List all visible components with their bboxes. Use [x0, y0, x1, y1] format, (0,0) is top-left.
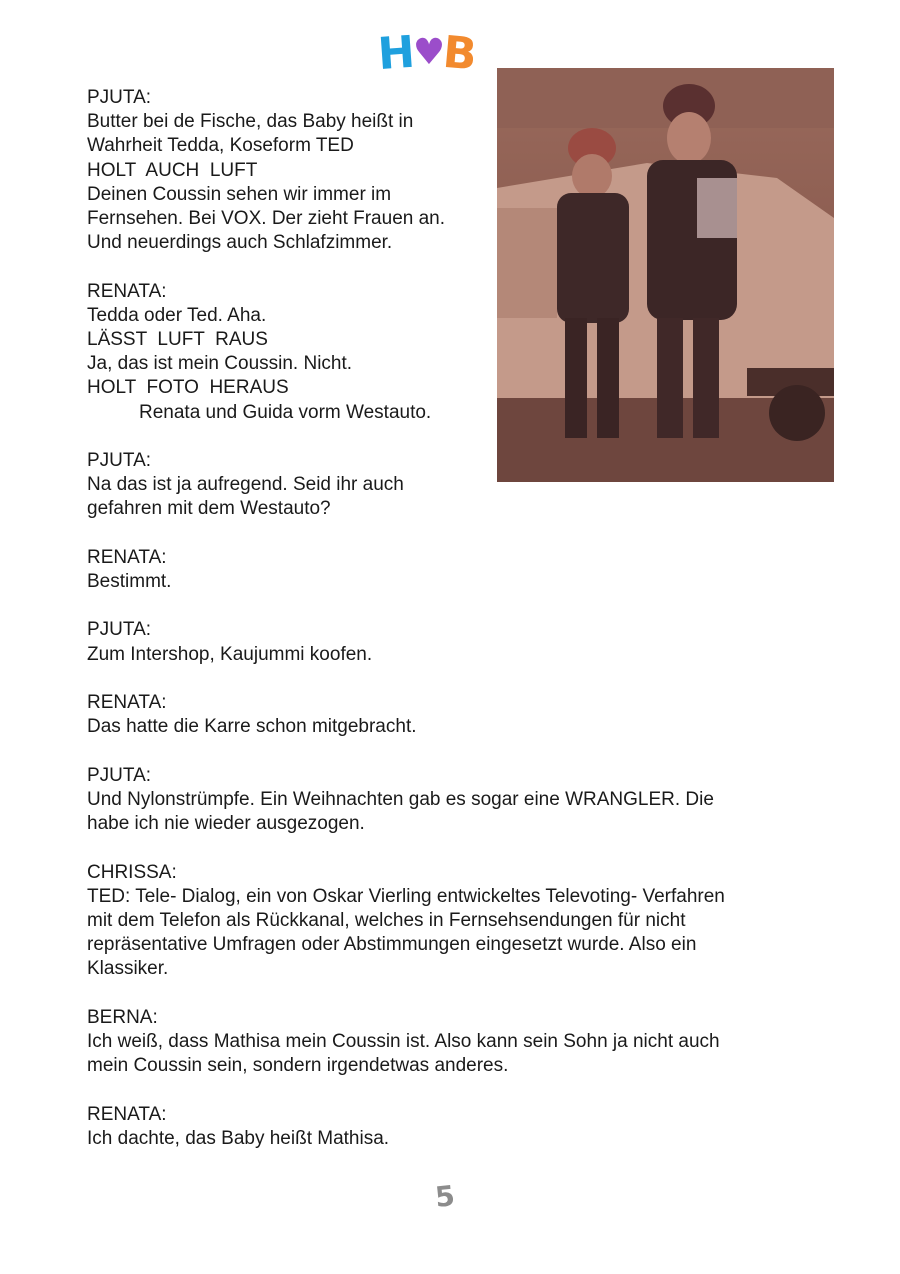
dialogue-line: mein Coussin sein, sondern irgendetwas anderes. — [87, 1055, 509, 1077]
speaker-label: CHRISSA: — [87, 861, 177, 883]
dialogue-line: habe ich nie wieder ausgezogen. — [87, 813, 365, 835]
speaker-label: RENATA: — [87, 546, 167, 568]
dialogue-line: Und Nylonstrümpfe. Ein Weihnachten gab es sogar eine WRANGLER. Die — [87, 788, 714, 810]
dialogue-line: TED: Tele- Dialog, ein von Oskar Vierling entwickeltes Televoting- Verfahren — [87, 885, 725, 907]
dialogue-line: Und neuerdings auch Schlafzimmer. — [87, 232, 393, 254]
dialogue-line: Fernsehen. Bei VOX. Der zieht Frauen an. — [87, 208, 446, 230]
speaker-label: PJUTA: — [87, 764, 152, 786]
dialogue-line: Wahrheit Tedda, Koseform TED — [87, 135, 354, 157]
dialogue-line: Klassiker. — [87, 958, 169, 980]
heart-icon: ♥ — [412, 32, 442, 73]
blank-line — [87, 982, 827, 1006]
dialogue-line: mit dem Telefon als Rückkanal, welches in Fernsehsendungen für nicht — [87, 909, 686, 931]
speaker-label: RENATA: — [87, 1103, 167, 1125]
blank-line — [87, 739, 827, 763]
dialogue-line: Butter bei de Fische, das Baby heißt in — [87, 111, 414, 133]
stage-direction: LÄSST LUFT RAUS — [87, 329, 268, 351]
dialogue-line: Deinen Coussin sehen wir immer im — [87, 183, 392, 205]
blank-line — [87, 1078, 827, 1102]
dialogue-line: repräsentative Umfragen oder Abstimmungen eingesetzt wurde. Also ein — [87, 934, 697, 956]
stage-direction: HOLT AUCH LUFT — [87, 159, 258, 181]
blank-line — [87, 425, 827, 449]
blank-line — [87, 667, 827, 691]
blank-line — [87, 594, 827, 618]
hvb-logo — [376, 26, 475, 81]
dialogue-line: gefahren mit dem Westauto? — [87, 498, 331, 520]
speaker-label: RENATA: — [87, 280, 167, 302]
speaker-label: PJUTA: — [87, 619, 152, 641]
dialogue-line: Zum Intershop, Kaujummi koofen. — [87, 643, 373, 665]
dialogue-line: Ich dachte, das Baby heißt Mathisa. — [87, 1127, 390, 1149]
dialogue-line: Ja, das ist mein Coussin. Nicht. — [87, 353, 353, 375]
speaker-label: BERNA: — [87, 1006, 158, 1028]
speaker-label: RENATA: — [87, 692, 167, 714]
dialogue-line: Das hatte die Karre schon mitgebracht. — [87, 716, 417, 738]
blank-line — [87, 255, 827, 279]
speaker-label: PJUTA: — [87, 87, 152, 108]
logo-letter-h: H — [376, 26, 413, 81]
photo-caption: Renata und Guida vorm Westauto. — [139, 401, 432, 423]
dialogue-line: Ich weiß, dass Mathisa mein Coussin ist. Also kann sein Sohn ja nicht auch — [87, 1030, 720, 1052]
blank-line — [87, 522, 827, 546]
dialogue-line: Na das ist ja aufregend. Seid ihr auch — [87, 474, 404, 496]
page-number: 5 — [433, 1179, 457, 1214]
logo-letter-b: B — [440, 26, 475, 81]
script-text — [87, 86, 827, 1151]
dialogue-line: Tedda oder Ted. Aha. — [87, 304, 267, 326]
blank-line — [87, 836, 827, 860]
speaker-label: PJUTA: — [87, 450, 152, 472]
stage-direction: HOLT FOTO HERAUS — [87, 377, 289, 399]
dialogue-line: Bestimmt. — [87, 571, 172, 593]
